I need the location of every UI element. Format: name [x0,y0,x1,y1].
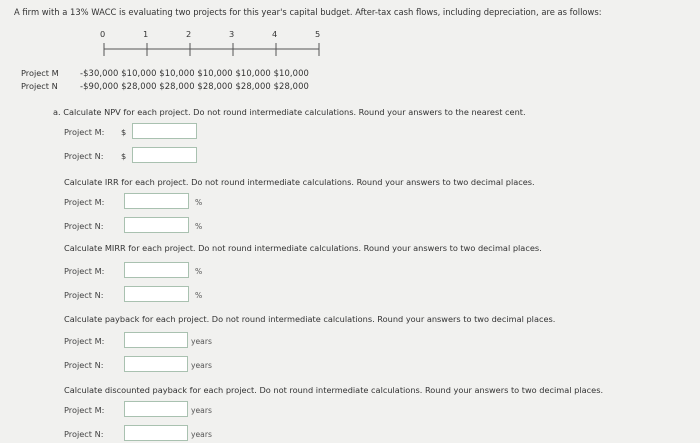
npv-n-dollar: $ [121,151,127,161]
timeline-period-4: 4 [272,29,278,39]
payback-m-years: years [191,337,212,346]
npv-project-n-input[interactable] [132,147,197,163]
npv-m-label: Project M: [64,127,105,137]
npv-instruction: a. Calculate NPV for each project. Do not round intermediate calculations. Round your answers to the nearest cent. [53,107,526,117]
mirr-m-label: Project M: [64,266,105,276]
mirr-project-m-input[interactable] [124,262,189,278]
project-m-label: Project M [21,68,59,78]
discounted-payback-project-n-input[interactable] [124,425,188,441]
npv-m-dollar: $ [121,127,127,137]
mirr-instruction: Calculate MIRR for each project. Do not round intermediate calculations. Round your answers to two decimal places. [64,243,542,253]
irr-m-label: Project M: [64,197,105,207]
payback-n-years: years [191,361,212,370]
timeline-period-1: 1 [143,29,149,39]
payback-m-label: Project M: [64,336,105,346]
irr-n-percent: % [195,222,203,231]
mirr-n-label: Project N: [64,290,104,300]
discounted-m-label: Project M: [64,405,105,415]
discounted-n-label: Project N: [64,429,104,439]
discounted-m-years: years [191,406,212,415]
project-n-cashflows: -$90,000 $28,000 $28,000 $28,000 $28,000 $28,000 [80,81,309,91]
payback-n-label: Project N: [64,360,104,370]
mirr-n-percent: % [195,291,203,300]
irr-n-label: Project N: [64,221,104,231]
irr-project-m-input[interactable] [124,193,189,209]
payback-instruction: Calculate payback for each project. Do not round intermediate calculations. Round your answers to two decimal places. [64,314,556,324]
discounted-n-years: years [191,430,212,439]
mirr-project-n-input[interactable] [124,286,189,302]
project-n-label: Project N [21,81,58,91]
payback-project-m-input[interactable] [124,332,188,348]
discounted-payback-project-m-input[interactable] [124,401,188,417]
discounted-payback-instruction: Calculate discounted payback for each project. Do not round intermediate calculations. Round your answers to two decimal places. [64,385,604,395]
npv-n-label: Project N: [64,151,104,161]
irr-project-n-input[interactable] [124,217,189,233]
payback-project-n-input[interactable] [124,356,188,372]
timeline-period-5: 5 [315,29,321,39]
irr-instruction: Calculate IRR for each project. Do not round intermediate calculations. Round your answers to two decimal places. [64,177,535,187]
timeline-period-0: 0 [100,29,106,39]
npv-project-m-input[interactable] [132,123,197,139]
timeline-period-2: 2 [186,29,192,39]
timeline-period-3: 3 [229,29,235,39]
problem-intro: A firm with a 13% WACC is evaluating two projects for this year's capital budget. After-tax cash flows, including depreciation, are as follows: [14,7,602,17]
project-m-cashflows: -$30,000 $10,000 $10,000 $10,000 $10,000 $10,000 [80,68,309,78]
irr-m-percent: % [195,198,203,207]
mirr-m-percent: % [195,267,203,276]
